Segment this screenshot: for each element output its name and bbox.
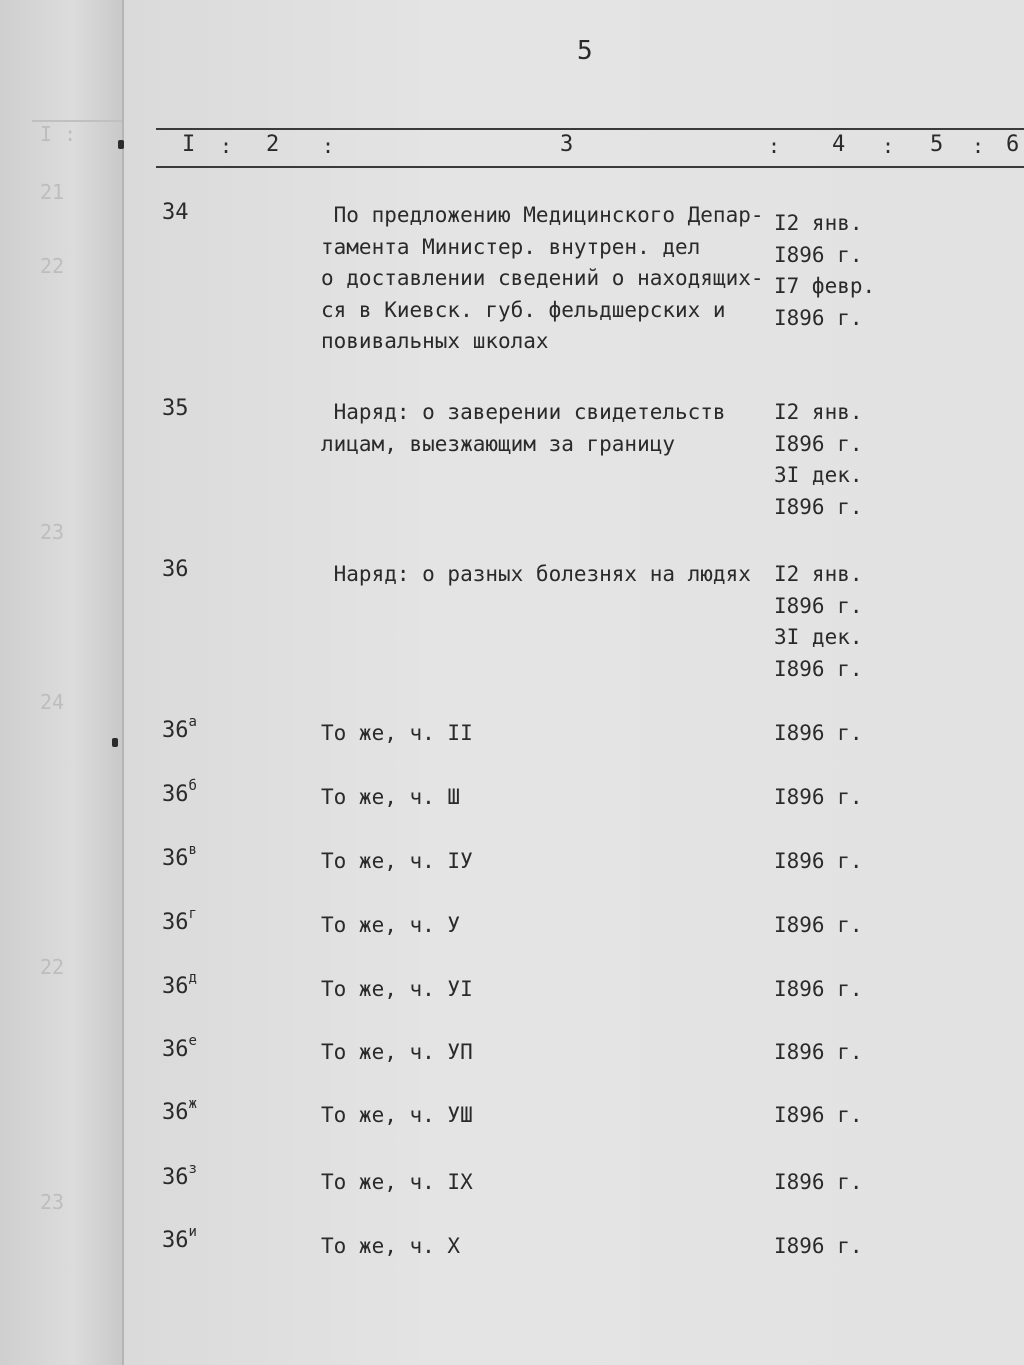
record-number: $36^д$ — [162, 970, 197, 999]
record-dates: I896 г. — [774, 721, 863, 745]
record-dates: I896 г. — [774, 977, 863, 1001]
record-description: То же, ч. УП — [321, 1040, 473, 1064]
record-number: $36^б$ — [162, 778, 197, 807]
record-number: $36^з$ — [162, 1161, 197, 1190]
record-description: Наряд: о разных болезнях на людях — [321, 562, 751, 586]
column-separator: : — [768, 134, 781, 158]
record-description: По предложению Медицинского Депар- тамента Министер. внутрен. дел о доставлении сведений о находящих- ся в Киевск. губ. фельдшерских и повивальных школах — [321, 203, 764, 353]
record-number: $36^г$ — [162, 906, 197, 935]
table-header-top-rule — [156, 128, 1024, 130]
record-dates: I896 г. — [774, 913, 863, 937]
record-number: 35 — [162, 396, 189, 421]
column-header-2: 2 — [266, 132, 282, 157]
record-dates: I896 г. — [774, 785, 863, 809]
column-header-5: 5 — [930, 132, 946, 157]
record-number: $36^е$ — [162, 1033, 197, 1062]
record-description: Наряд: о заверении свидетельств лицам, выезжающим за границу — [321, 400, 726, 456]
table-header-bottom-rule — [156, 166, 1024, 168]
record-dates: I896 г. — [774, 1234, 863, 1258]
record-dates: I2 янв. I896 г. ЗI дек. I896 г. — [774, 400, 863, 519]
left-page-bleed-text: 21 — [40, 180, 65, 204]
record-description: То же, ч. УI — [321, 977, 473, 1001]
record-number: 34 — [162, 200, 189, 225]
page-number: 5 — [577, 36, 593, 66]
record-dates: I896 г. — [774, 1040, 863, 1064]
record-number: 36 — [162, 557, 189, 582]
record-description: То же, ч. УШ — [321, 1103, 473, 1127]
column-header-3: 3 — [560, 132, 576, 157]
binding-stitch — [112, 738, 118, 747]
record-description: То же, ч. Ш — [321, 785, 461, 809]
record-dates: I2 янв. I896 г. ЗI дек. I896 г. — [774, 562, 863, 681]
record-description: То же, ч. II — [321, 721, 473, 745]
column-header-6: 6 — [1006, 132, 1022, 157]
record-description: То же, ч. Х — [321, 1234, 461, 1258]
record-dates: I896 г. — [774, 849, 863, 873]
column-separator: : — [882, 134, 895, 158]
left-page-bleed-text: 23 — [40, 520, 65, 544]
column-separator: : — [972, 134, 985, 158]
left-page-bleed-text: 22 — [40, 254, 65, 278]
left-page-bleed-text: 23 — [40, 1190, 65, 1214]
column-separator: : — [220, 134, 233, 158]
column-header-1: I — [182, 132, 198, 157]
column-separator: : — [322, 134, 335, 158]
record-description: То же, ч. У — [321, 913, 461, 937]
left-page-edge — [0, 0, 124, 1365]
left-page-bleed-text: I : — [40, 122, 77, 146]
document-page — [124, 0, 1024, 1365]
left-page-bleed-text: 22 — [40, 955, 65, 979]
record-dates: I2 янв. I896 г. I7 февр. I896 г. — [774, 211, 876, 330]
left-page-bleed-text: 24 — [40, 690, 65, 714]
column-header-4: 4 — [832, 132, 848, 157]
record-number: $36^ж$ — [162, 1096, 197, 1125]
record-description: То же, ч. IУ — [321, 849, 473, 873]
record-number: $36^а$ — [162, 714, 197, 743]
record-number: $36^и$ — [162, 1224, 197, 1253]
record-number: $36^в$ — [162, 842, 197, 871]
record-description: То же, ч. IХ — [321, 1170, 473, 1194]
record-dates: I896 г. — [774, 1170, 863, 1194]
record-dates: I896 г. — [774, 1103, 863, 1127]
